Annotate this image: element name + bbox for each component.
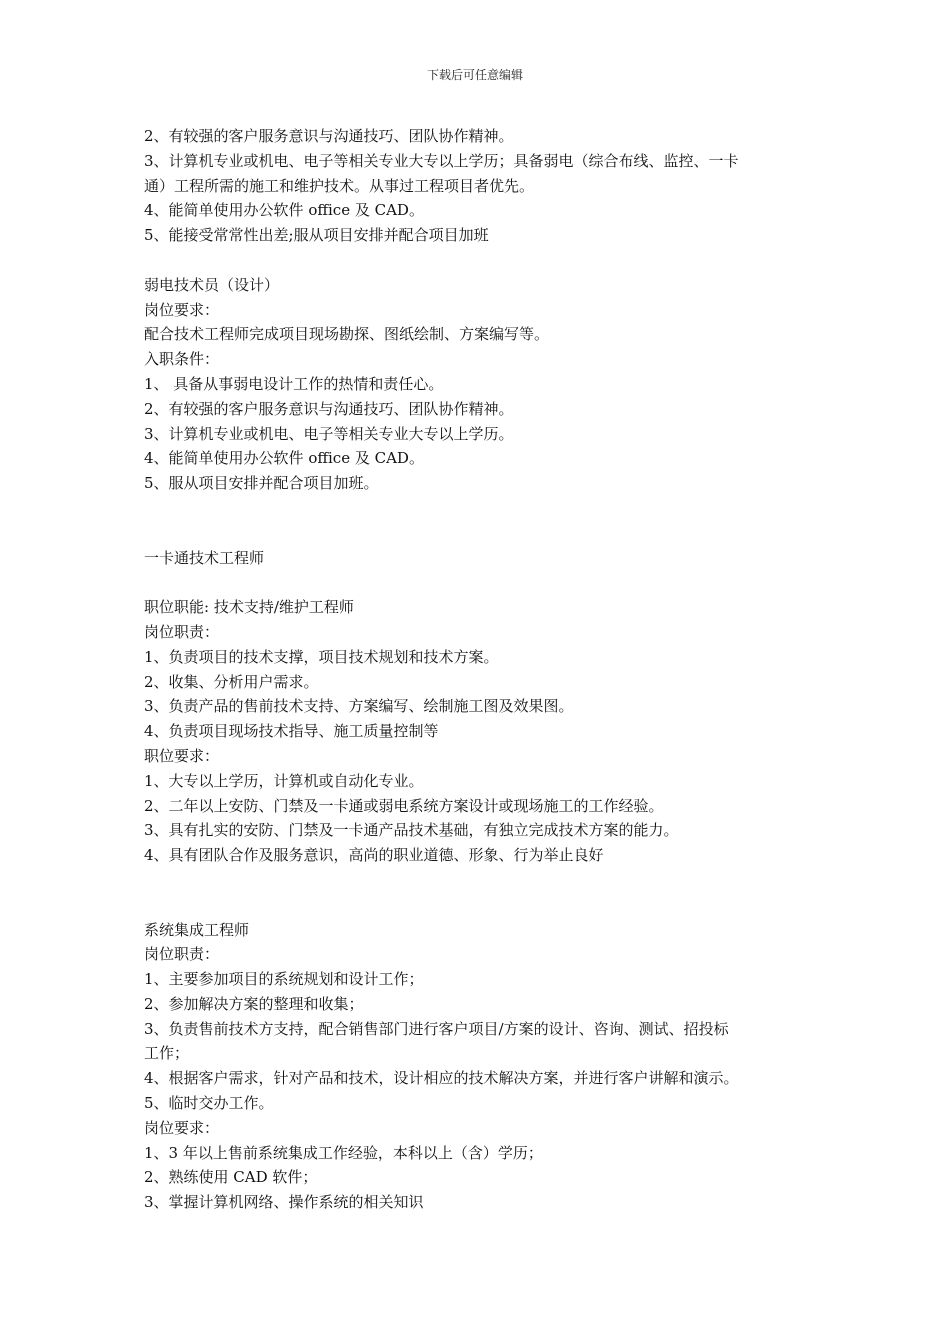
text-line: 一卡通技术工程师 [144,548,265,567]
text-line: 1、大专以上学历，计算机或自动化专业。 [144,771,424,790]
text-line: 3、具有扎实的安防、门禁及一卡通产品技术基础，有独立完成技术方案的能力。 [144,821,679,840]
text-line: 职位要求： [144,746,220,765]
text-line: 岗位要求： [144,1118,220,1137]
text-line: 2、收集、分析用户需求。 [144,672,319,691]
text-line: 4、负责项目现场技术指导、施工质量控制等 [144,722,439,741]
blank-line [144,868,814,893]
text-line: 4、能简单使用办公软件 office 及 CAD。 [144,201,424,220]
text-line: 配合技术工程师完成项目现场勘探、图纸绘制、方案编写等。 [144,325,550,344]
page-header: 下载后可任意编辑 [426,68,523,82]
text-line: 弱电技术员（设计） [144,275,280,294]
document-body [144,124,814,1215]
text-line: 系统集成工程师 [144,920,250,939]
text-line: 4、根据客户需求，针对产品和技术，设计相应的技术解决方案，并进行客户讲解和演示。 [144,1069,739,1088]
text-line: 3、计算机专业或机电、电子等相关专业大专以上学历。 [144,424,514,443]
text-line: 2、参加解决方案的整理和收集； [144,994,364,1013]
text-line: 职位职能: 技术支持/维护工程师 [144,598,354,617]
text-line: 2、二年以上安防、门禁及一卡通或弱电系统方案设计或现场施工的工作经验。 [144,796,664,815]
blank-line [144,521,814,546]
text-line: 4、具有团队合作及服务意识，高尚的职业道德、形象、行为举止良好 [144,846,604,865]
blank-line [144,570,814,595]
text-line: 2、有较强的客户服务意识与沟通技巧、团队协作精神。 [144,127,514,145]
text-line: 1、负责项目的技术支撑，项目技术规划和技术方案。 [144,647,499,666]
text-line: 3、掌握计算机网络、操作系统的相关知识 [144,1193,424,1212]
blank-line [144,248,814,273]
text-line: 2、熟练使用 CAD 软件； [144,1168,318,1187]
text-line: 5、能接受常常性出差;服从项目安排并配合项目加班 [144,226,489,245]
text-line: 1、 具备从事弱电设计工作的热情和责任心。 [144,374,444,393]
text-line: 入职条件： [144,350,220,369]
text-line: 1、主要参加项目的系统规划和设计工作； [144,970,424,989]
text-line: 2、有较强的客户服务意识与沟通技巧、团队协作精神。 [144,399,514,418]
text-line: 岗位要求： [144,300,220,319]
text-line: 1、3 年以上售前系统集成工作经验，本科以上（含）学历； [144,1143,543,1162]
text-line: 4、能简单使用办公软件 office 及 CAD。 [144,449,424,468]
text-line: 3、负责产品的售前技术支持、方案编写、绘制施工图及效果图。 [144,697,574,716]
text-line: 3、计算机专业或机电、电子等相关专业大专以上学历；具备弱电（综合布线、监控、一卡 [144,151,739,170]
text-line: 岗位职责： [144,945,220,964]
text-line: 通）工程所需的施工和维护技术。从事过工程项目者优先。 [144,176,535,195]
blank-line [144,893,814,918]
text-line: 3、负责售前技术方支持，配合销售部门进行客户项目/方案的设计、咨询、测试、招投标 [144,1019,729,1038]
text-line: 工作； [144,1044,190,1063]
text-line: 5、临时交办工作。 [144,1094,274,1113]
text-line: 5、服从项目安排并配合项目加班。 [144,474,379,493]
text-line: 岗位职责： [144,622,220,641]
blank-line [144,496,814,521]
